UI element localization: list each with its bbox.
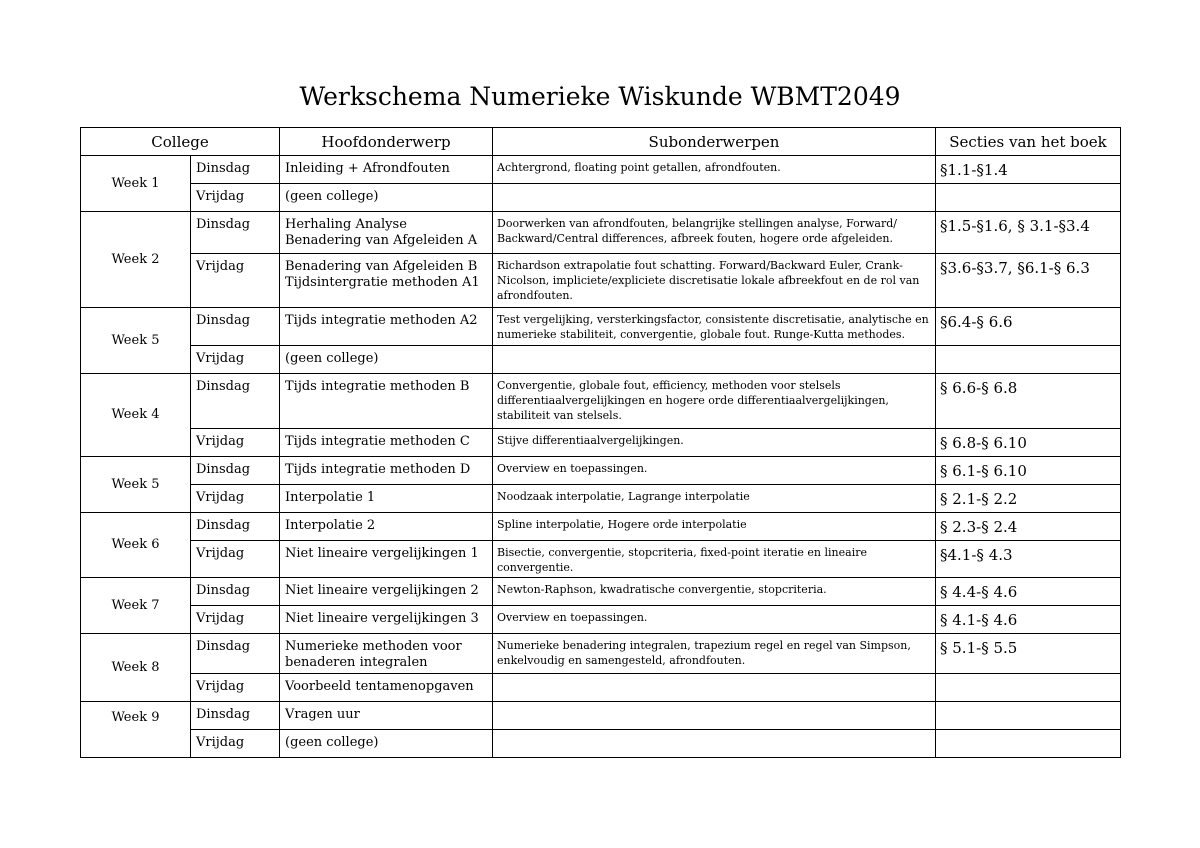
day-cell: Dinsdag xyxy=(191,457,280,485)
subtopics-cell: Bisectie, convergentie, stopcriteria, fixed-point iteratie en lineaire convergentie. xyxy=(493,541,936,578)
subtopics-cell: Richardson extrapolatie fout schatting. Forward/Backward Euler, Crank-Nicolson, impliciete/expliciete discretisatie lokale afbreekfout en de rol van afrondfouten. xyxy=(493,254,936,308)
topic-line: Interpolatie 2 xyxy=(285,518,376,533)
day-cell: Vrijdag xyxy=(191,730,280,758)
day-cell: Vrijdag xyxy=(191,184,280,212)
topic-cell xyxy=(280,346,493,374)
day-cell: Vrijdag xyxy=(191,429,280,457)
subtopics-cell: Overview en toepassingen. xyxy=(493,457,936,485)
day-cell: Vrijdag xyxy=(191,346,280,374)
sections-cell xyxy=(936,702,1121,730)
sections-cell: §1.5-§1.6, § 3.1-§3.4 xyxy=(936,212,1121,254)
topic-cell xyxy=(280,702,493,730)
table-row xyxy=(81,212,1121,254)
week-label: Week 7 xyxy=(81,578,191,634)
table-row xyxy=(81,254,1121,308)
table-row xyxy=(81,606,1121,634)
topic-cell xyxy=(280,308,493,346)
table-row xyxy=(81,541,1121,578)
day-cell: Dinsdag xyxy=(191,702,280,730)
day-cell: Dinsdag xyxy=(191,308,280,346)
table-row xyxy=(81,730,1121,758)
table-row xyxy=(81,513,1121,541)
sections-cell: § 4.1-§ 4.6 xyxy=(936,606,1121,634)
subtopics-cell: Test vergelijking, versterkingsfactor, consistente discretisatie, analytische en numerieke stabiliteit, convergentie, globale fout. Runge-Kutta methodes. xyxy=(493,308,936,346)
table-row xyxy=(81,674,1121,702)
day-cell: Dinsdag xyxy=(191,212,280,254)
topic-cell xyxy=(280,254,493,308)
day-cell: Dinsdag xyxy=(191,374,280,429)
page-title: Werkschema Numerieke Wiskunde WBMT2049 xyxy=(299,82,901,111)
sections-cell: § 2.1-§ 2.2 xyxy=(936,485,1121,513)
subtopics-cell xyxy=(493,702,936,730)
topic-cell xyxy=(280,156,493,184)
sections-cell xyxy=(936,184,1121,212)
table-row xyxy=(81,485,1121,513)
sections-cell: §3.6-§3.7, §6.1-§ 6.3 xyxy=(936,254,1121,308)
header-row xyxy=(81,128,1121,156)
topic-line: Tijds integratie methoden A2 xyxy=(285,313,478,328)
week-label: Week 5 xyxy=(81,308,191,374)
topic-cell xyxy=(280,429,493,457)
table-row xyxy=(81,457,1121,485)
topic-cell xyxy=(280,541,493,578)
header-college: College xyxy=(81,128,280,156)
topic-line: Niet lineaire vergelijkingen 1 xyxy=(285,546,479,561)
day-cell: Vrijdag xyxy=(191,254,280,308)
topic-line: Tijdsintergratie methoden A1 xyxy=(285,275,480,290)
topic-cell xyxy=(280,212,493,254)
week-label: Week 8 xyxy=(81,634,191,702)
topic-line: Benadering van Afgeleiden A xyxy=(285,233,478,248)
table-row xyxy=(81,702,1121,730)
table-row xyxy=(81,156,1121,184)
subtopics-cell xyxy=(493,346,936,374)
topic-cell xyxy=(280,374,493,429)
sections-cell: § 5.1-§ 5.5 xyxy=(936,634,1121,674)
topic-line: Numerieke methoden voor xyxy=(285,639,462,654)
day-cell: Dinsdag xyxy=(191,578,280,606)
topic-line: Vragen uur xyxy=(285,707,360,722)
topic-line: Interpolatie 1 xyxy=(285,490,376,505)
topic-line: Tijds integratie methoden D xyxy=(285,462,471,477)
day-cell: Vrijdag xyxy=(191,541,280,578)
table-row xyxy=(81,346,1121,374)
table-row xyxy=(81,429,1121,457)
topic-line: Inleiding + Afrondfouten xyxy=(285,161,450,176)
topic-line: Niet lineaire vergelijkingen 2 xyxy=(285,583,479,598)
sections-cell: § 2.3-§ 2.4 xyxy=(936,513,1121,541)
subtopics-cell: Newton-Raphson, kwadratische convergentie, stopcriteria. xyxy=(493,578,936,606)
topic-line: benaderen integralen xyxy=(285,655,428,670)
subtopics-cell: Noodzaak interpolatie, Lagrange interpolatie xyxy=(493,485,936,513)
subtopics-cell: Spline interpolatie, Hogere orde interpolatie xyxy=(493,513,936,541)
topic-cell xyxy=(280,730,493,758)
table-row xyxy=(81,634,1121,674)
day-cell: Vrijdag xyxy=(191,674,280,702)
topic-line: (geen college) xyxy=(285,351,379,366)
week-label: Week 6 xyxy=(81,513,191,578)
topic-line: Niet lineaire vergelijkingen 3 xyxy=(285,611,479,626)
topic-line: Tijds integratie methoden C xyxy=(285,434,470,449)
schedule-table xyxy=(80,127,1121,758)
week-label: Week 5 xyxy=(81,457,191,513)
subtopics-cell: Convergentie, globale fout, efficiency, methoden voor stelsels differentiaalvergelijkingen en hogere orde differentiaalvergelijkingen, stabiliteit van stelsels. xyxy=(493,374,936,429)
subtopics-cell xyxy=(493,730,936,758)
topic-cell xyxy=(280,634,493,674)
subtopics-cell: Stijve differentiaalvergelijkingen. xyxy=(493,429,936,457)
sections-cell: §6.4-§ 6.6 xyxy=(936,308,1121,346)
sections-cell xyxy=(936,674,1121,702)
week-label: Week 9 xyxy=(81,702,191,758)
sections-cell xyxy=(936,346,1121,374)
table-row xyxy=(81,374,1121,429)
header-subonderwerpen: Subonderwerpen xyxy=(493,128,936,156)
week-label: Week 4 xyxy=(81,374,191,457)
topic-cell xyxy=(280,578,493,606)
topic-line: Tijds integratie methoden B xyxy=(285,379,470,394)
subtopics-cell: Numerieke benadering integralen, trapezium regel en regel van Simpson, enkelvoudig en samengesteld, afrondfouten. xyxy=(493,634,936,674)
topic-cell xyxy=(280,606,493,634)
table-row xyxy=(81,184,1121,212)
schedule-body xyxy=(81,156,1121,758)
topic-line: Benadering van Afgeleiden B xyxy=(285,259,478,274)
topic-cell xyxy=(280,513,493,541)
table-row xyxy=(81,308,1121,346)
topic-cell xyxy=(280,184,493,212)
topic-cell xyxy=(280,457,493,485)
topic-line: Voorbeeld tentamenopgaven xyxy=(285,679,474,694)
sections-cell: §4.1-§ 4.3 xyxy=(936,541,1121,578)
header-hoofdonderwerp: Hoofdonderwerp xyxy=(280,128,493,156)
topic-cell xyxy=(280,485,493,513)
day-cell: Vrijdag xyxy=(191,485,280,513)
day-cell: Dinsdag xyxy=(191,513,280,541)
sections-cell: §1.1-§1.4 xyxy=(936,156,1121,184)
subtopics-cell xyxy=(493,184,936,212)
topic-line: (geen college) xyxy=(285,735,379,750)
subtopics-cell xyxy=(493,674,936,702)
subtopics-cell: Achtergrond, floating point getallen, afrondfouten. xyxy=(493,156,936,184)
sections-cell: § 6.8-§ 6.10 xyxy=(936,429,1121,457)
day-cell: Dinsdag xyxy=(191,156,280,184)
table-row xyxy=(81,578,1121,606)
week-label: Week 1 xyxy=(81,156,191,212)
subtopics-cell: Overview en toepassingen. xyxy=(493,606,936,634)
sections-cell: § 6.6-§ 6.8 xyxy=(936,374,1121,429)
topic-line: Herhaling Analyse xyxy=(285,217,407,232)
sections-cell xyxy=(936,730,1121,758)
header-secties: Secties van het boek xyxy=(936,128,1121,156)
topic-cell xyxy=(280,674,493,702)
day-cell: Dinsdag xyxy=(191,634,280,674)
topic-line: (geen college) xyxy=(285,189,379,204)
sections-cell: § 4.4-§ 4.6 xyxy=(936,578,1121,606)
week-label: Week 2 xyxy=(81,212,191,308)
subtopics-cell: Doorwerken van afrondfouten, belangrijke stellingen analyse, Forward/ Backward/Central differences, afbreek fouten, hogere orde afgeleiden. xyxy=(493,212,936,254)
day-cell: Vrijdag xyxy=(191,606,280,634)
sections-cell: § 6.1-§ 6.10 xyxy=(936,457,1121,485)
